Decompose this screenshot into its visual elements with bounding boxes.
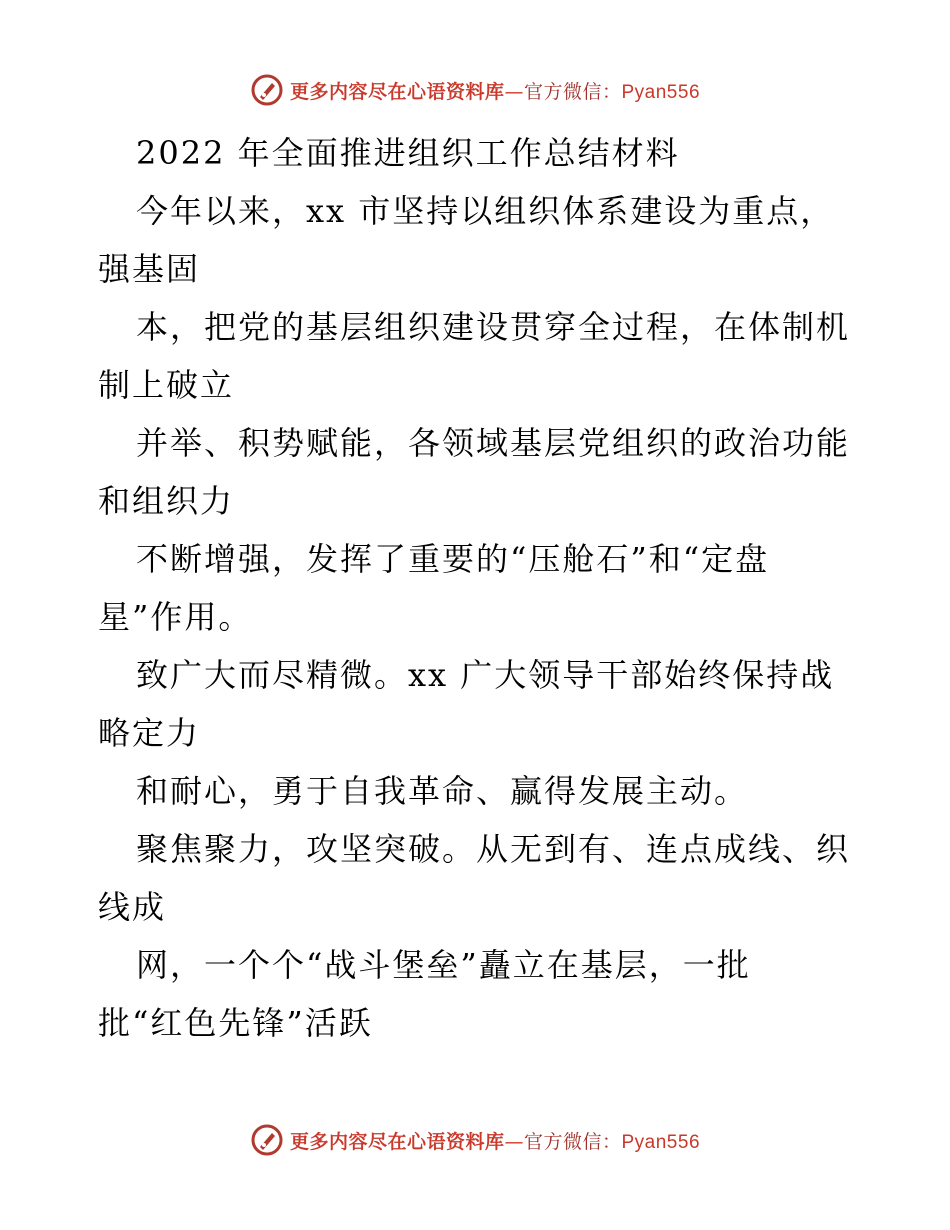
watermark-text	[290, 1127, 700, 1154]
paragraph-line: 并举、积势赋能，各领域基层党组织的政治功能	[136, 424, 851, 462]
paragraph-line: 不断增强，发挥了重要的“压舱石”和“定盘	[136, 540, 770, 578]
pen-nib-logo-icon	[250, 1123, 284, 1157]
paragraph-line: 聚焦聚力，攻坚突破。从无到有、连点成线、织	[136, 830, 851, 868]
paragraph-line: 批“红色先锋”活跃	[98, 1004, 373, 1042]
footer-watermark	[0, 1120, 950, 1160]
paragraph-line: 星”作用。	[98, 598, 253, 636]
paragraph-line: 线成	[98, 888, 167, 926]
document-title: 2022 年全面推进组织工作总结材料	[136, 134, 680, 172]
paragraph-line: 本，把党的基层组织建设贯穿全过程，在体制机	[136, 308, 851, 346]
watermark-official: 官方微信：	[523, 80, 622, 103]
header-watermark	[0, 70, 950, 110]
paragraph-line: 强基固	[98, 250, 201, 288]
paragraph-line: 制上破立	[98, 366, 235, 404]
paragraph-line: 致广大而尽精微。xx 广大领导干部始终保持战	[136, 656, 835, 694]
watermark-brand: 更多内容尽在心语资料库	[289, 1130, 505, 1153]
watermark-wechat-id: Pyan556	[621, 81, 701, 103]
watermark-official: 官方微信：	[523, 1130, 622, 1153]
paragraph-line: 和组织力	[98, 482, 235, 520]
paragraph-line: 网，一个个“战斗堡垒”矗立在基层，一批	[136, 946, 751, 984]
watermark-text	[290, 77, 700, 104]
document-body	[98, 124, 858, 1052]
paragraph-line: 今年以来，xx 市坚持以组织体系建设为重点，	[136, 192, 835, 230]
paragraph-line: 和耐心，勇于自我革命、赢得发展主动。	[136, 772, 749, 810]
watermark-wechat-id: Pyan556	[621, 1131, 701, 1153]
watermark-dash: —	[504, 1130, 524, 1153]
watermark-dash: —	[504, 80, 524, 103]
paragraph-line: 略定力	[98, 714, 201, 752]
watermark-brand: 更多内容尽在心语资料库	[289, 80, 505, 103]
pen-nib-logo-icon	[250, 73, 284, 107]
